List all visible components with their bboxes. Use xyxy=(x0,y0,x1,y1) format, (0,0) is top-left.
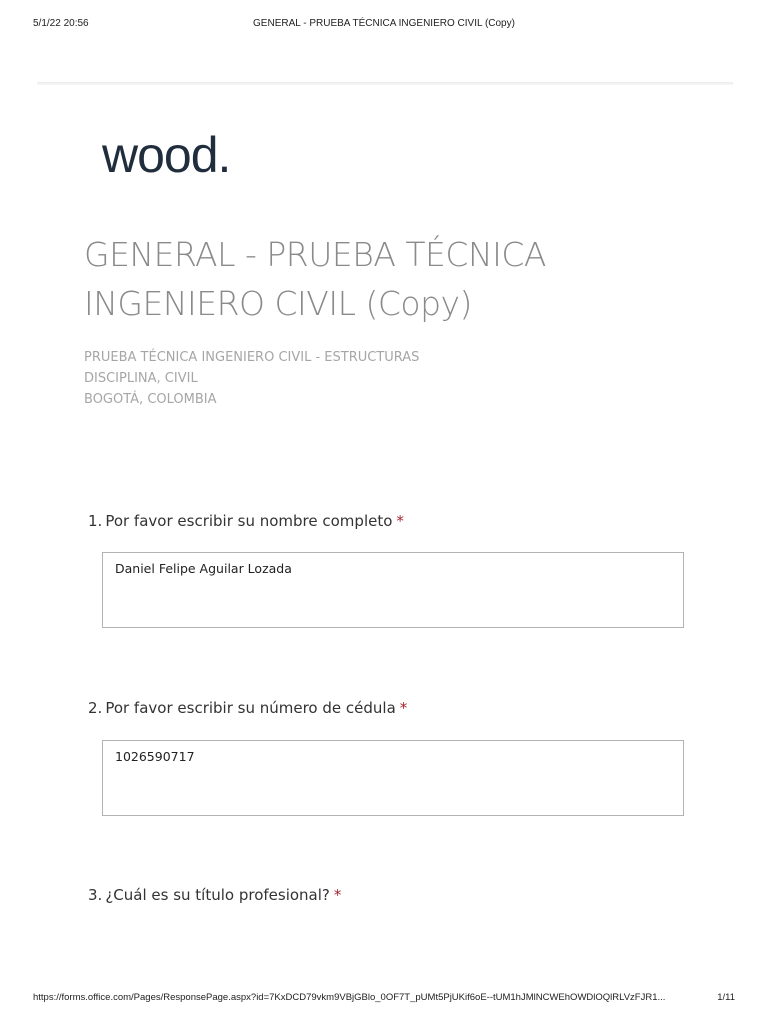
header-divider xyxy=(37,82,733,85)
print-header xyxy=(33,18,735,32)
required-marker: * xyxy=(399,699,408,717)
form-description-line: DISCIPLINA, CIVIL xyxy=(84,371,198,386)
page-number: 1/11 xyxy=(717,992,735,1003)
required-marker: * xyxy=(396,512,404,530)
form-description-line: PRUEBA TÉCNICA INGENIERO CIVIL - ESTRUCTURAS xyxy=(84,350,420,365)
question-text: Por favor escribir su número de cédula xyxy=(105,699,396,717)
print-url: https://forms.office.com/Pages/ResponsePage.aspx?id=7KxDCD79vkm9VBjGBlo_0OF7T_pUMt5PjUKif6oE--tUM1hJMlNCWEhOWDlOQlRLVzFJR1... xyxy=(33,992,666,1003)
form-title: GENERAL - PRUEBA TÉCNICA INGENIERO CIVIL (Copy) xyxy=(84,235,546,323)
required-marker: * xyxy=(333,886,342,904)
question-number: 3. xyxy=(88,886,103,904)
question-text: ¿Cuál es su título profesional? xyxy=(105,886,330,904)
question-number: 2. xyxy=(88,699,103,717)
question-2-label xyxy=(88,699,407,717)
wood-logo: wood. xyxy=(102,127,231,183)
form-description xyxy=(84,347,419,410)
print-datetime: 5/1/22 20:56 xyxy=(33,18,89,29)
print-document-title: GENERAL - PRUEBA TÉCNICA INGENIERO CIVIL (Copy) xyxy=(253,18,515,29)
question-number: 1. xyxy=(88,512,103,530)
print-footer xyxy=(33,992,735,1006)
form-description-line: BOGOTÁ, COLOMBIA xyxy=(84,392,217,407)
question-3-label xyxy=(88,886,341,904)
question-text: Por favor escribir su nombre completo xyxy=(105,512,393,530)
question-2-answer-field[interactable]: 1026590717 xyxy=(102,740,684,816)
question-1-label xyxy=(88,512,404,530)
question-1-answer-field[interactable]: Daniel Felipe Aguilar Lozada xyxy=(102,552,684,628)
